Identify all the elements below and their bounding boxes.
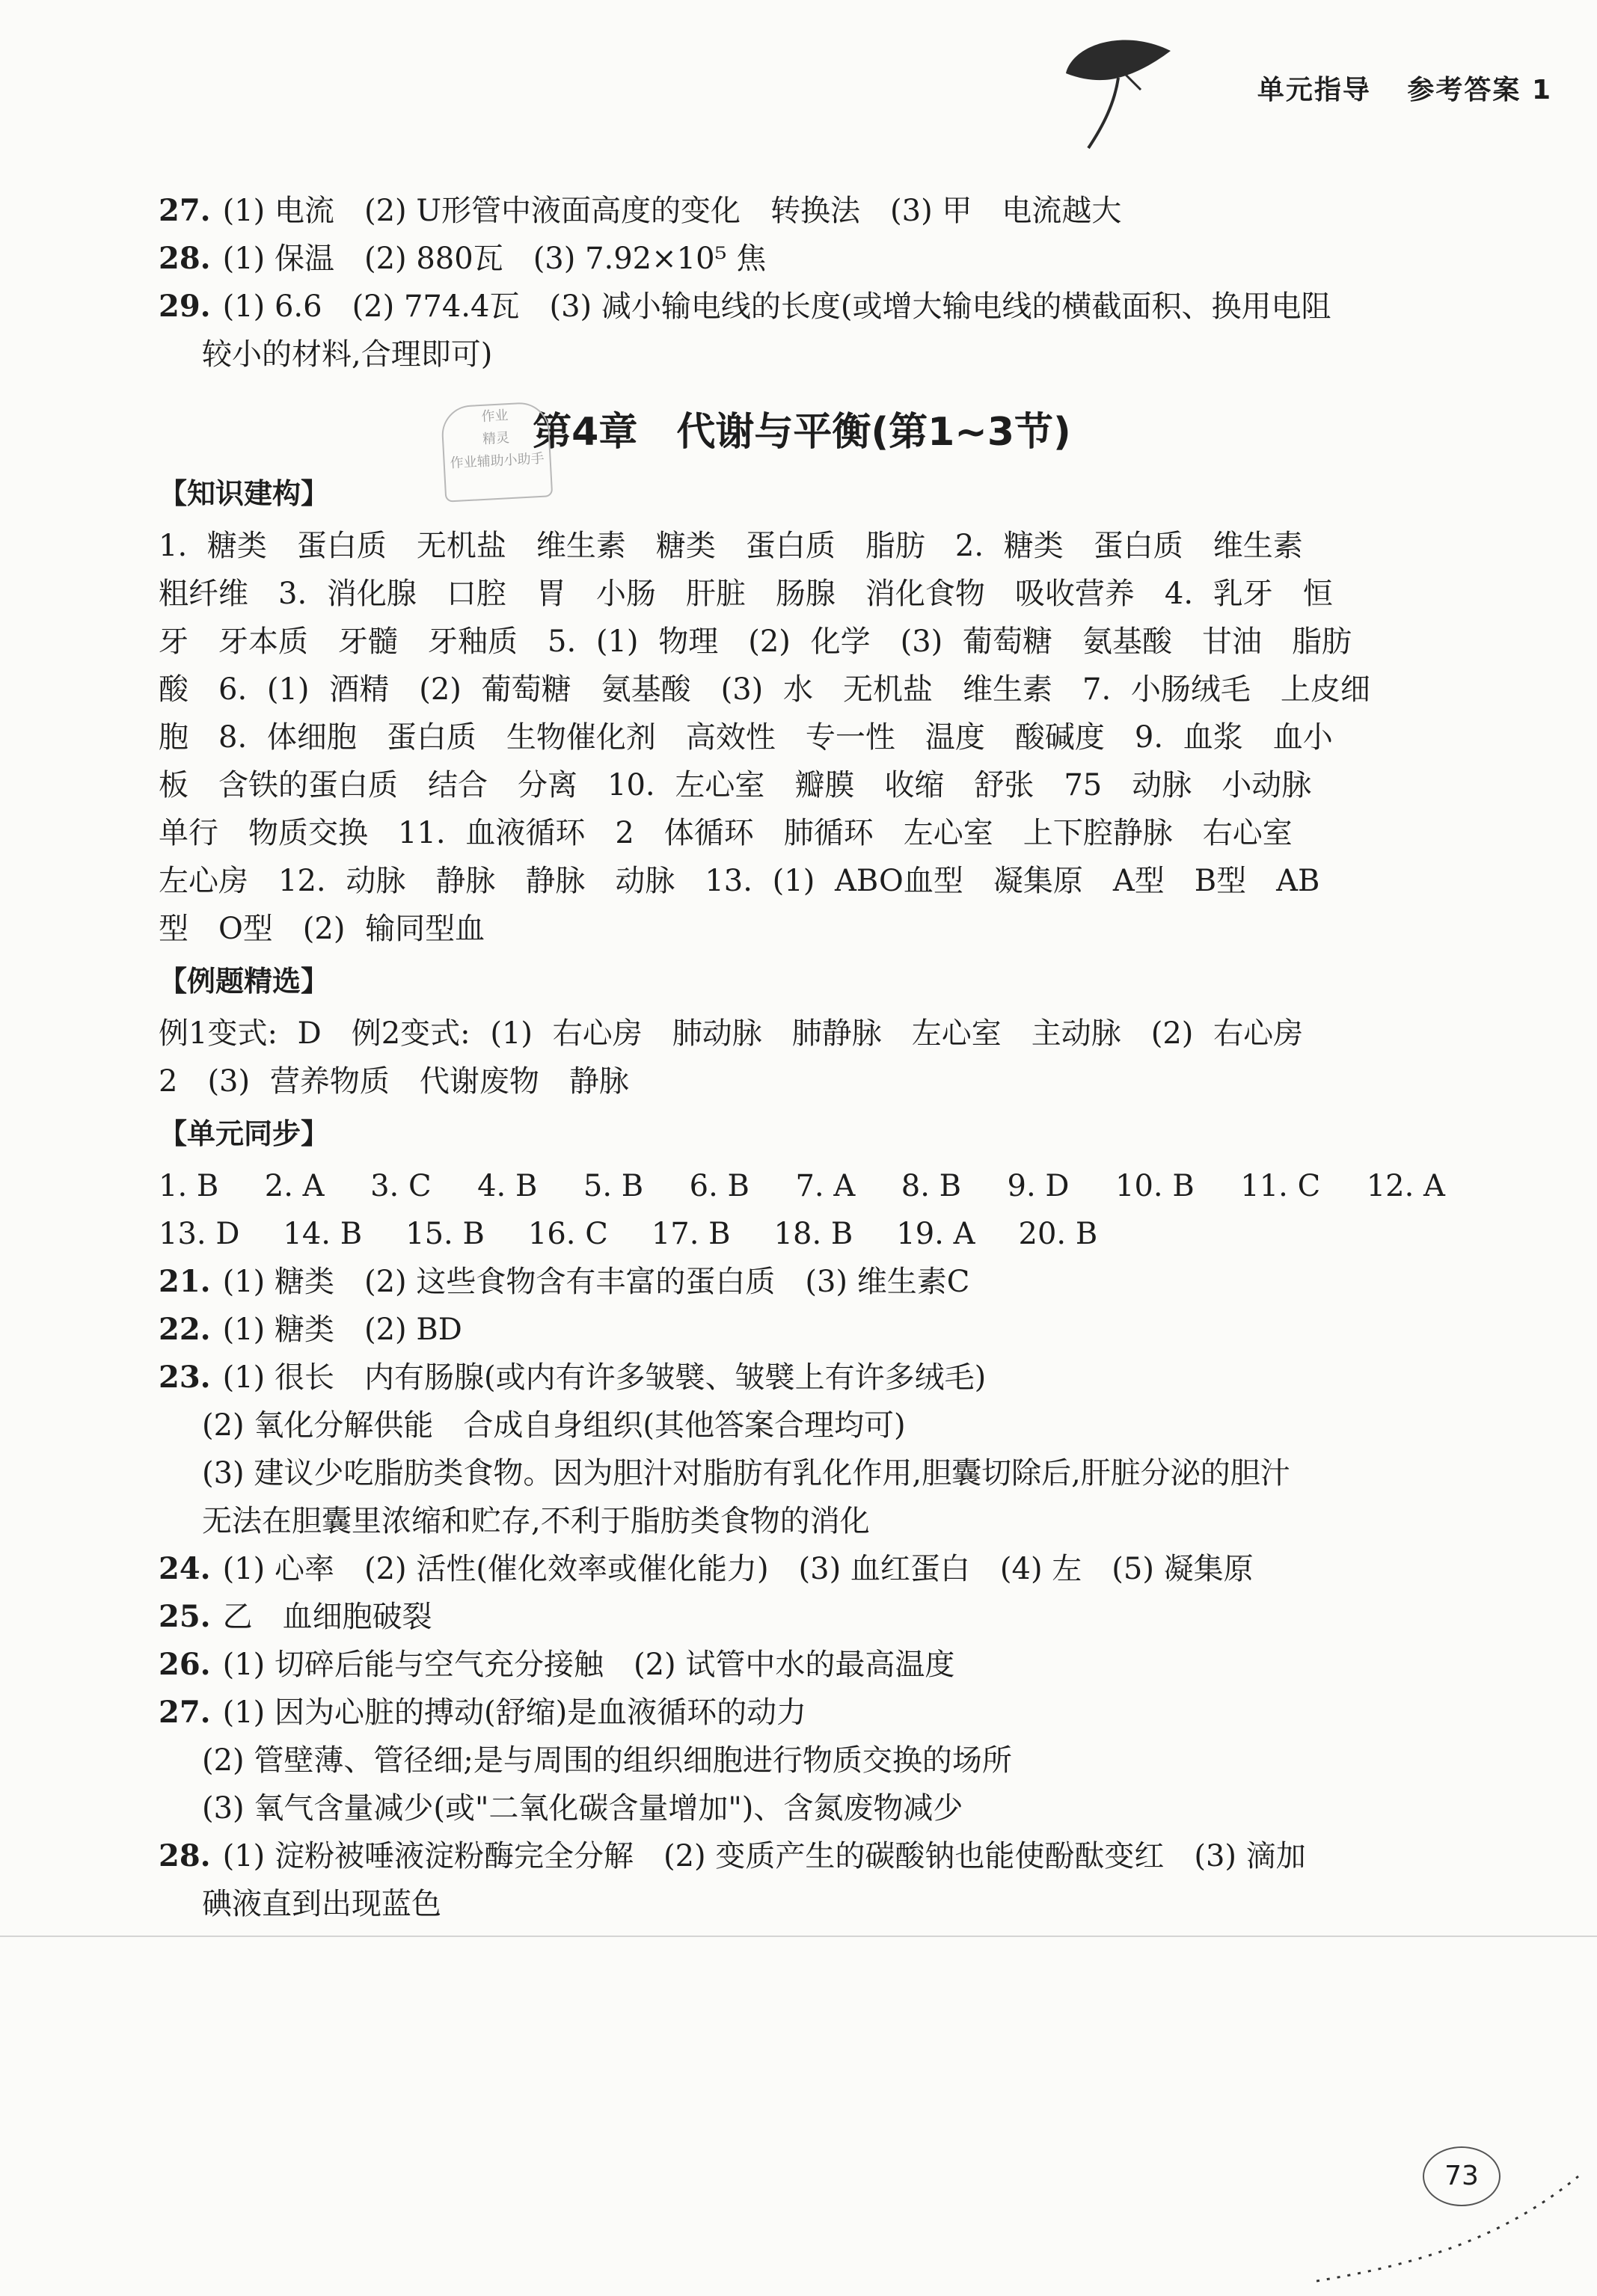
answer-label: 参考答案 1: [1407, 75, 1552, 105]
answer-line: 无法在胆囊里浓缩和贮存,不利于脂肪类食物的消化: [202, 1504, 870, 1538]
answer-line: 23. (1) 很长 内有肠腺(或内有许多皱襞、皱襞上有许多绒毛): [159, 1360, 987, 1395]
answer-line: (2) 管壁薄、管径细;是与周围的组织细胞进行物质交换的场所: [202, 1743, 1012, 1778]
section-sync: 【单元同步】: [159, 1117, 330, 1150]
answer-line: (3) 氧气含量减少(或"二氧化碳含量增加")、含氮废物减少: [202, 1791, 963, 1826]
answer-line: 24. (1) 心率 (2) 活性(催化效率或催化能力) (3) 血红蛋白 (4) 左 (5) 凝集原: [159, 1551, 1254, 1586]
answer-line: 22. (1) 糖类 (2) BD: [159, 1312, 462, 1347]
ginkgo-leaf-icon: [1043, 21, 1193, 156]
answer-line: 碘液直到出现蓝色: [202, 1887, 441, 1921]
mc-row: 1. B 2. A 3. C 4. B 5. B 6. B 7. A 8. B 9. D 10. B 11. C 12. A: [159, 1169, 1445, 1203]
free-response-answers: [159, 1258, 1445, 1928]
page-header: [1029, 21, 1552, 156]
answer-line: 27. (1) 电流 (2) U形管中液面高度的变化 转换法 (3) 甲 电流越大: [159, 193, 1122, 228]
stamp-watermark: 作业 精灵 作业辅助小助手: [441, 401, 554, 502]
answer-content: [159, 187, 1445, 1928]
answer-line: 27. (1) 因为心脏的搏动(舒缩)是血液循环的动力: [159, 1695, 807, 1730]
divider: [0, 1936, 1597, 1937]
section-knowledge: 【知识建构】: [159, 477, 330, 510]
answer-line: 25. 乙 血细胞破裂: [159, 1599, 432, 1634]
mc-row: 13. D 14. B 15. B 16. C 17. B 18. B 19. A 20. B: [159, 1217, 1098, 1251]
answer-line: 28. (1) 淀粉被唾液淀粉酶完全分解 (2) 变质产生的碳酸钠也能使酚酞变红 (3) 滴加: [159, 1838, 1306, 1873]
answer-line: 29. (1) 6.6 (2) 774.4瓦 (3) 减小输电线的长度(或增大输电线的横截面积、换用电阻: [159, 289, 1331, 324]
answer-line: 26. (1) 切碎后能与空气充分接触 (2) 试管中水的最高温度: [159, 1647, 955, 1682]
page-number: 73: [1423, 2146, 1501, 2206]
header-text: [1257, 69, 1552, 107]
answer-line: 较小的材料,合理即可): [202, 337, 493, 372]
examples-block: 例1变式: D 例2变式: (1) 右心房 肺动脉 肺静脉 左心室 主动脉 (2) 右心房 2 (3) 营养物质 代谢废物 静脉: [159, 1016, 1304, 1099]
answer-line: 21. (1) 糖类 (2) 这些食物含有丰富的蛋白质 (3) 维生素C: [159, 1264, 970, 1299]
section-examples: 【例题精选】: [159, 965, 330, 998]
knowledge-block: 1. 糖类 蛋白质 无机盐 维生素 糖类 蛋白质 脂肪 2. 糖类 蛋白质 维生素 粗纤维 3. 消化腺 口腔 胃 小肠 肝脏 肠腺 消化食物 吸收营养 4. 乳牙 恒 牙 牙本质 牙髓 牙釉质 5. (1) 物理 (2) 化学 (3) 葡萄糖 氨基酸 甘油 脂肪 酸 6. (1) 酒精 (2) 葡萄糖 氨基酸 (3) 水 无机盐 维生素 7. 小肠绒毛 上皮细 胞 8. 体细胞 蛋白质 生物催化剂 高效性 专一性 温度 酸碱度 9. 血浆 血小 板 含铁的蛋白质 结合 分离 10. 左心室 瓣膜 收缩 舒张 75 动脉 小动脉 单行 物质交换 11. 血液循环 2 体循环 肺循环 左心室 上下腔静脉 右心室 左心房 12. 动脉 静脉 静脉 动脉 13. (1) ABO血型 凝集原 A型 B型 AB 型 O型 (2) 输同型血: [159, 529, 1370, 946]
answer-line: (2) 氧化分解供能 合成自身组织(其他答案合理均可): [202, 1408, 906, 1443]
answer-line: 28. (1) 保温 (2) 880瓦 (3) 7.92×10⁵ 焦: [159, 241, 767, 276]
previous-answers: [159, 187, 1445, 378]
answer-line: (3) 建议少吃脂肪类食物。因为胆汁对脂肪有乳化作用,胆囊切除后,肝脏分泌的胆汁: [202, 1456, 1290, 1491]
unit-guide-label: 单元指导: [1257, 75, 1371, 105]
chapter-title: 作业 精灵 作业辅助小助手 第4章 代谢与平衡(第1~3节): [159, 408, 1445, 456]
